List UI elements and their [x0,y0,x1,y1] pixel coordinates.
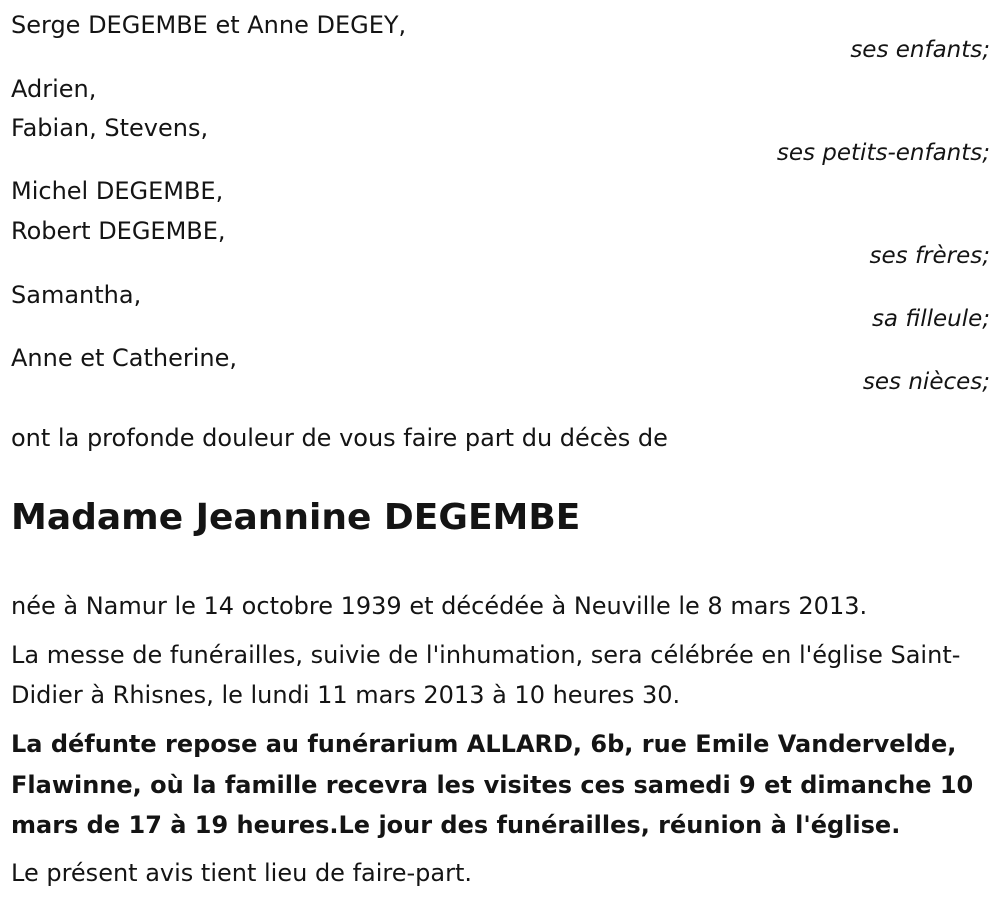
brothers-role: ses frères; [869,243,990,269]
grandchildren-role: ses petits-enfants; [776,140,990,166]
closing-text: Le présent avis tient lieu de faire-part. [11,859,473,887]
birth-death-text: née à Namur le 14 octobre 1939 et décédée à Neuville le 8 mars 2013. [11,592,868,620]
deceased-name: Madame Jeannine DEGEMBE [11,497,581,538]
announcement-text: ont la profonde douleur de vous faire part du décès de [11,424,668,452]
visitation-paragraph: La défunte repose au funérarium ALLARD, 6b, rue Emile Vandervelde, Flawinne, où la famille recevra les visites ces samedi 9 et dimanche 10 mars de 17 à 19 heures.Le jour des funérailles, réunion à l'église. [11,730,974,839]
grandchild-name: Adrien, [11,75,97,103]
grandchild-name: Fabian, Stevens, [11,114,209,142]
goddaughter-name: Samantha, [11,281,142,309]
children-role: ses enfants; [850,37,990,63]
nieces-role: ses nièces; [862,369,990,395]
funeral-paragraph: La messe de funérailles, suivie de l'inhumation, sera célébrée en l'église Saint-Didier à Rhisnes, le lundi 11 mars 2013 à 10 heures 30. [11,641,961,709]
goddaughter-role: sa filleule; [871,306,990,332]
brother-name: Robert DEGEMBE, [11,217,226,245]
nieces-names: Anne et Catherine, [11,344,238,372]
brother-name: Michel DEGEMBE, [11,177,224,205]
children-names: Serge DEGEMBE et Anne DEGEY, [11,11,407,39]
